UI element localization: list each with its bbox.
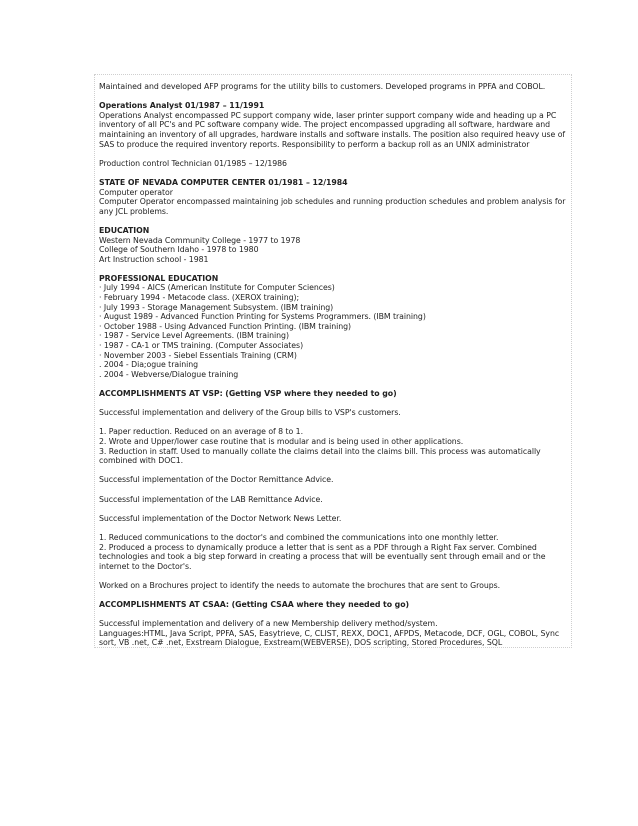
paragraph-gap [99,523,577,533]
text-line: · July 1994 - AICS (American Institute for Computer Sciences) [99,283,335,293]
text-line: SAS to produce the required inventory reports. Responsibility to perform a backup roll as an UNIX administrator [99,139,530,149]
text-line: Languages:HTML, Java Script, PPFA, SAS, Easytrieve, C, CLIST, REXX, DOC1, AFPDS, Metacode, DCF, OGL, COBOL, Sync [99,628,560,638]
section-heading: EDUCATION [99,225,150,235]
text-line: · February 1994 - Metacode class. (XEROX training); [99,293,300,303]
text-line: Successful implementation and delivery of the Group bills to VSP's customers. [99,408,401,418]
text-line: Computer operator [99,187,173,197]
text-line: Art Instruction school - 1981 [99,254,209,264]
text-line: Maintained and developed AFP programs for the utility bills to customers. Developed programs in PPFA and COBOL. [99,82,546,91]
section-heading: PROFESSIONAL EDUCATION [99,273,219,283]
text-line: maintaining an inventory of all upgrades, hardware installs and software installs. The position also required heavy use of [99,129,566,139]
section-heading: ACCOMPLISHMENTS AT CSAA: (Getting CSAA where they needed to go) [99,600,410,610]
paragraph-gap [99,379,577,389]
text-line: Successful implementation of the Doctor Remittance Advice. [99,475,334,485]
text-line: College of Southern Idaho - 1978 to 1980 [99,245,259,255]
text-line: . 2004 - Webverse/Dialogue training [99,369,239,379]
paragraph-gap [99,590,577,600]
text-line: · 1987 - CA-1 or TMS training. (Computer Associates) [99,341,304,351]
text-line: combined with DOC1. [99,456,184,466]
paragraph-gap [99,571,577,581]
text-line: Computer Operator encompassed maintaining job schedules and running production schedules and problem analysis for [99,197,566,207]
paragraph-gap [99,149,577,159]
paragraph-gap [99,418,577,428]
text-line: 1. Paper reduction. Reduced on an average of 8 to 1. [99,427,304,437]
paragraph-gap [99,399,577,409]
text-line: Production control Technician 01/1985 – 12/1986 [99,158,287,168]
text-line: Operations Analyst encompassed PC support company wide, laser printer support company wide and heading up a PC [99,110,557,120]
text-line: · July 1993 - Storage Management Subsystem. (IBM training) [99,302,334,312]
text-line: technologies and took a big step forward in creating a process that will be eventually sent through email and or the [99,552,546,562]
text-line: inventory of all PC's and PC software company wide. The project encompassed upgrading all software, hardware and [99,120,550,130]
paragraph-gap [99,92,577,102]
text-line: 1. Reduced communications to the doctor's and combined the communications into one monthly letter. [99,532,499,542]
text-line: 2. Produced a process to dynamically produce a letter that is sent as a PDF through a Right Fax server. Combined [99,542,537,552]
paragraph-gap [99,264,577,274]
text-line: . 2004 - Dia;ogue training [99,360,198,370]
section-heading: STATE OF NEVADA COMPUTER CENTER 01/1981 – 12/1984 [99,177,348,187]
paragraph-gap [99,168,577,178]
text-line: Successful implementation of the Doctor Network News Letter. [99,513,342,523]
text-line: · 1987 - Service Level Agreements. (IBM training) [99,331,289,341]
paragraph-gap [99,610,577,620]
resume-text [99,82,577,648]
paragraph-gap [99,504,577,514]
text-line: internet to the Doctor's. [99,561,192,571]
text-line: · November 2003 - Siebel Essentials Training (CRM) [99,350,297,360]
paragraph-gap [99,466,577,476]
text-line: sort, VB .net, C# .net, Exstream Dialogue, Exstream(WEBVERSE), DOS scripting, Stored Procedures, SQL [99,638,503,648]
section-heading: Operations Analyst 01/1987 – 11/1991 [99,101,265,111]
section-heading: ACCOMPLISHMENTS AT VSP: (Getting VSP where they needed to go) [99,389,397,398]
paragraph-gap [99,216,577,226]
text-line: 3. Reduction in staff. Used to manually collate the claims detail into the claims bill. This process was automatically [99,446,541,456]
text-line: Successful implementation of the LAB Remittance Advice. [99,494,323,504]
text-line: · August 1989 - Advanced Function Printing for Systems Programmers. (IBM training) [99,312,426,322]
text-line: · October 1988 - Using Advanced Function Printing. (IBM training) [99,321,352,331]
text-line: Western Nevada Community College - 1977 to 1978 [99,235,301,245]
text-line: 2. Wrote and Upper/lower case routine that is modular and is being used in other applications. [99,436,464,446]
text-line: any JCL problems. [99,206,169,216]
text-line: Worked on a Brochures project to identify the needs to automate the brochures that are sent to Groups. [99,580,501,590]
text-line: Successful implementation and delivery of a new Membership delivery method/system. [99,619,438,629]
paragraph-gap [99,485,577,495]
